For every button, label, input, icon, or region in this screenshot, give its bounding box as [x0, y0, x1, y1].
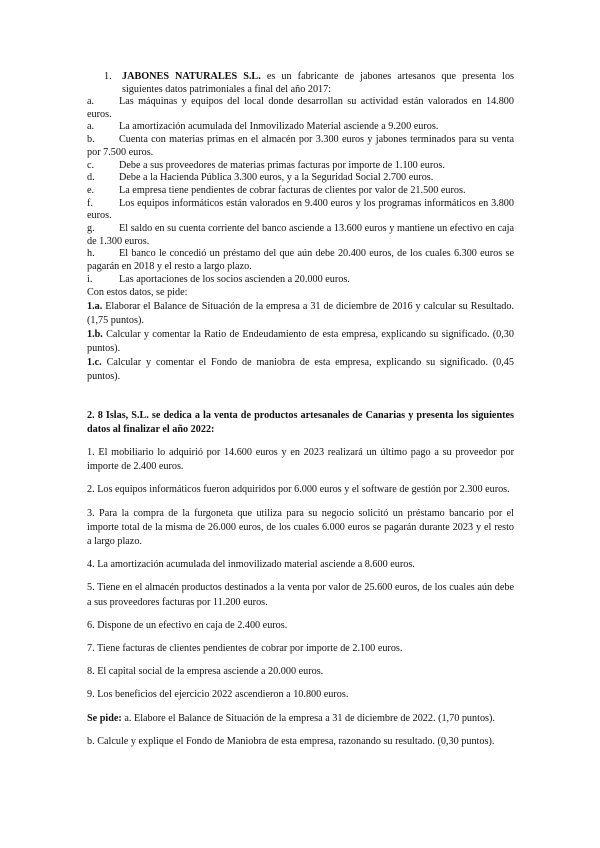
exercise-2	[87, 409, 514, 758]
question-1b: 1.b. Calcular y comentar la Ratio de Endeudamiento de esta empresa, explicando su significado. (0,30 puntos).	[87, 329, 514, 354]
list-item: 7. Tiene facturas de clientes pendientes de cobrar por importe de 2.100 euros.	[87, 643, 403, 655]
list-item: 6. Dispone de un efectivo en caja de 2.400 euros.	[87, 619, 288, 631]
question-1a: 1.a. Elaborar el Balance de Situación de la empresa a 31 de diciembre de 2016 y calcular su Resultado. (1,75 puntos).	[87, 301, 514, 326]
list-item: b. Cuenta con materias primas en el almacén por 3.300 euros y jabones terminados para su venta por 7.500 euros.	[87, 134, 514, 158]
list-item: c. Debe a sus proveedores de materias primas facturas por importe de 1.100 euros.	[87, 159, 445, 171]
exercise-1-number: 1.	[104, 71, 112, 82]
list-item: 9. Los beneficios del ejercicio 2022 ascendieron a 10.800 euros.	[87, 689, 349, 701]
exercise-1-company: JABONES NATURALES S.L.	[122, 71, 261, 82]
list-item: 1. El mobiliario lo adquirió por 14.600 euros y en 2023 realizará un último pago a su proveedor por importe de 2.400 euros.	[87, 447, 514, 473]
list-item: 8. El capital social de la empresa asciende a 20.000 euros.	[87, 666, 324, 678]
list-item: a. La amortización acumulada del Inmovilizado Material asciende a 9.200 euros.	[87, 121, 439, 133]
exercise-2-ask-a: Se pide: a. Elabore el Balance de Situación de la empresa a 31 de diciembre de 2022. (1,70 puntos).	[87, 712, 495, 724]
list-item: 4. La amortización acumulada del inmovilizado material asciende a 8.600 euros.	[87, 559, 415, 571]
list-item: 5. Tiene en el almacén productos destinados a la venta por valor de 25.600 euros, de los cuales aún debe a sus proveedores facturas por 11.200 euros.	[87, 582, 514, 608]
list-item: d. Debe a la Hacienda Pública 3.300 euros, y a la Seguridad Social 2.700 euros.	[87, 172, 434, 184]
list-item: h. El banco le concedió un préstamo del que aún debe 20.400 euros, de los cuales 6.300 euros se pagarán en 2018 y el resto a largo plazo.	[87, 248, 514, 273]
exercise-2-ask-b: b. Calcule y explique el Fondo de Maniobra de esta empresa, razonando su resultado. (0,30 puntos).	[87, 735, 495, 747]
question-1c: 1.c. Calcular y comentar el Fondo de maniobra de esta empresa, explicando su significado. (0,45 puntos).	[87, 357, 514, 382]
list-item: f. Los equipos informáticos están valorados en 9.400 euros y los programas informáticos en 3.800 euros.	[87, 197, 514, 222]
exercise-1-ask: Con estos datos, se pide:	[87, 286, 188, 298]
exercise-1-heading	[104, 70, 514, 96]
exercise-1-intro-text: es un fabricante de jabones artesanos que presenta los siguientes datos patrimoniales a final del año 2017:	[122, 71, 515, 95]
exercise-1-intro	[122, 70, 514, 96]
exercise-2-title: 2. 8 Islas, S.L. se dedica a la venta de productos artesanales de Canarias y presenta los siguientes datos al finalizar el año 2022:	[87, 410, 514, 435]
list-item: a. Las máquinas y equipos del local donde desarrollan su actividad están valorados en 14.800 euros.	[87, 96, 514, 120]
list-item: 3. Para la compra de la furgoneta que utiliza para su negocio solicitó un préstamo bancario por el importe total de la misma de 26.000 euros, de los cuales 6.000 euros se pagarán durante 2023 y el resto a largo plazo.	[87, 507, 514, 548]
list-item: e. La empresa tiene pendientes de cobrar facturas de clientes por valor de 21.500 euros.	[87, 184, 466, 196]
exercise-1-body	[87, 96, 514, 383]
list-item: i. Las aportaciones de los socios ascienden a 20.000 euros.	[87, 273, 350, 285]
list-item: g. El saldo en su cuenta corriente del banco asciende a 13.600 euros y mantiene un efectivo en caja de 1.300 euros.	[87, 223, 514, 247]
list-item: 2. Los equipos informáticos fueron adquiridos por 6.000 euros y el software de gestión por 2.300 euros.	[87, 484, 510, 496]
